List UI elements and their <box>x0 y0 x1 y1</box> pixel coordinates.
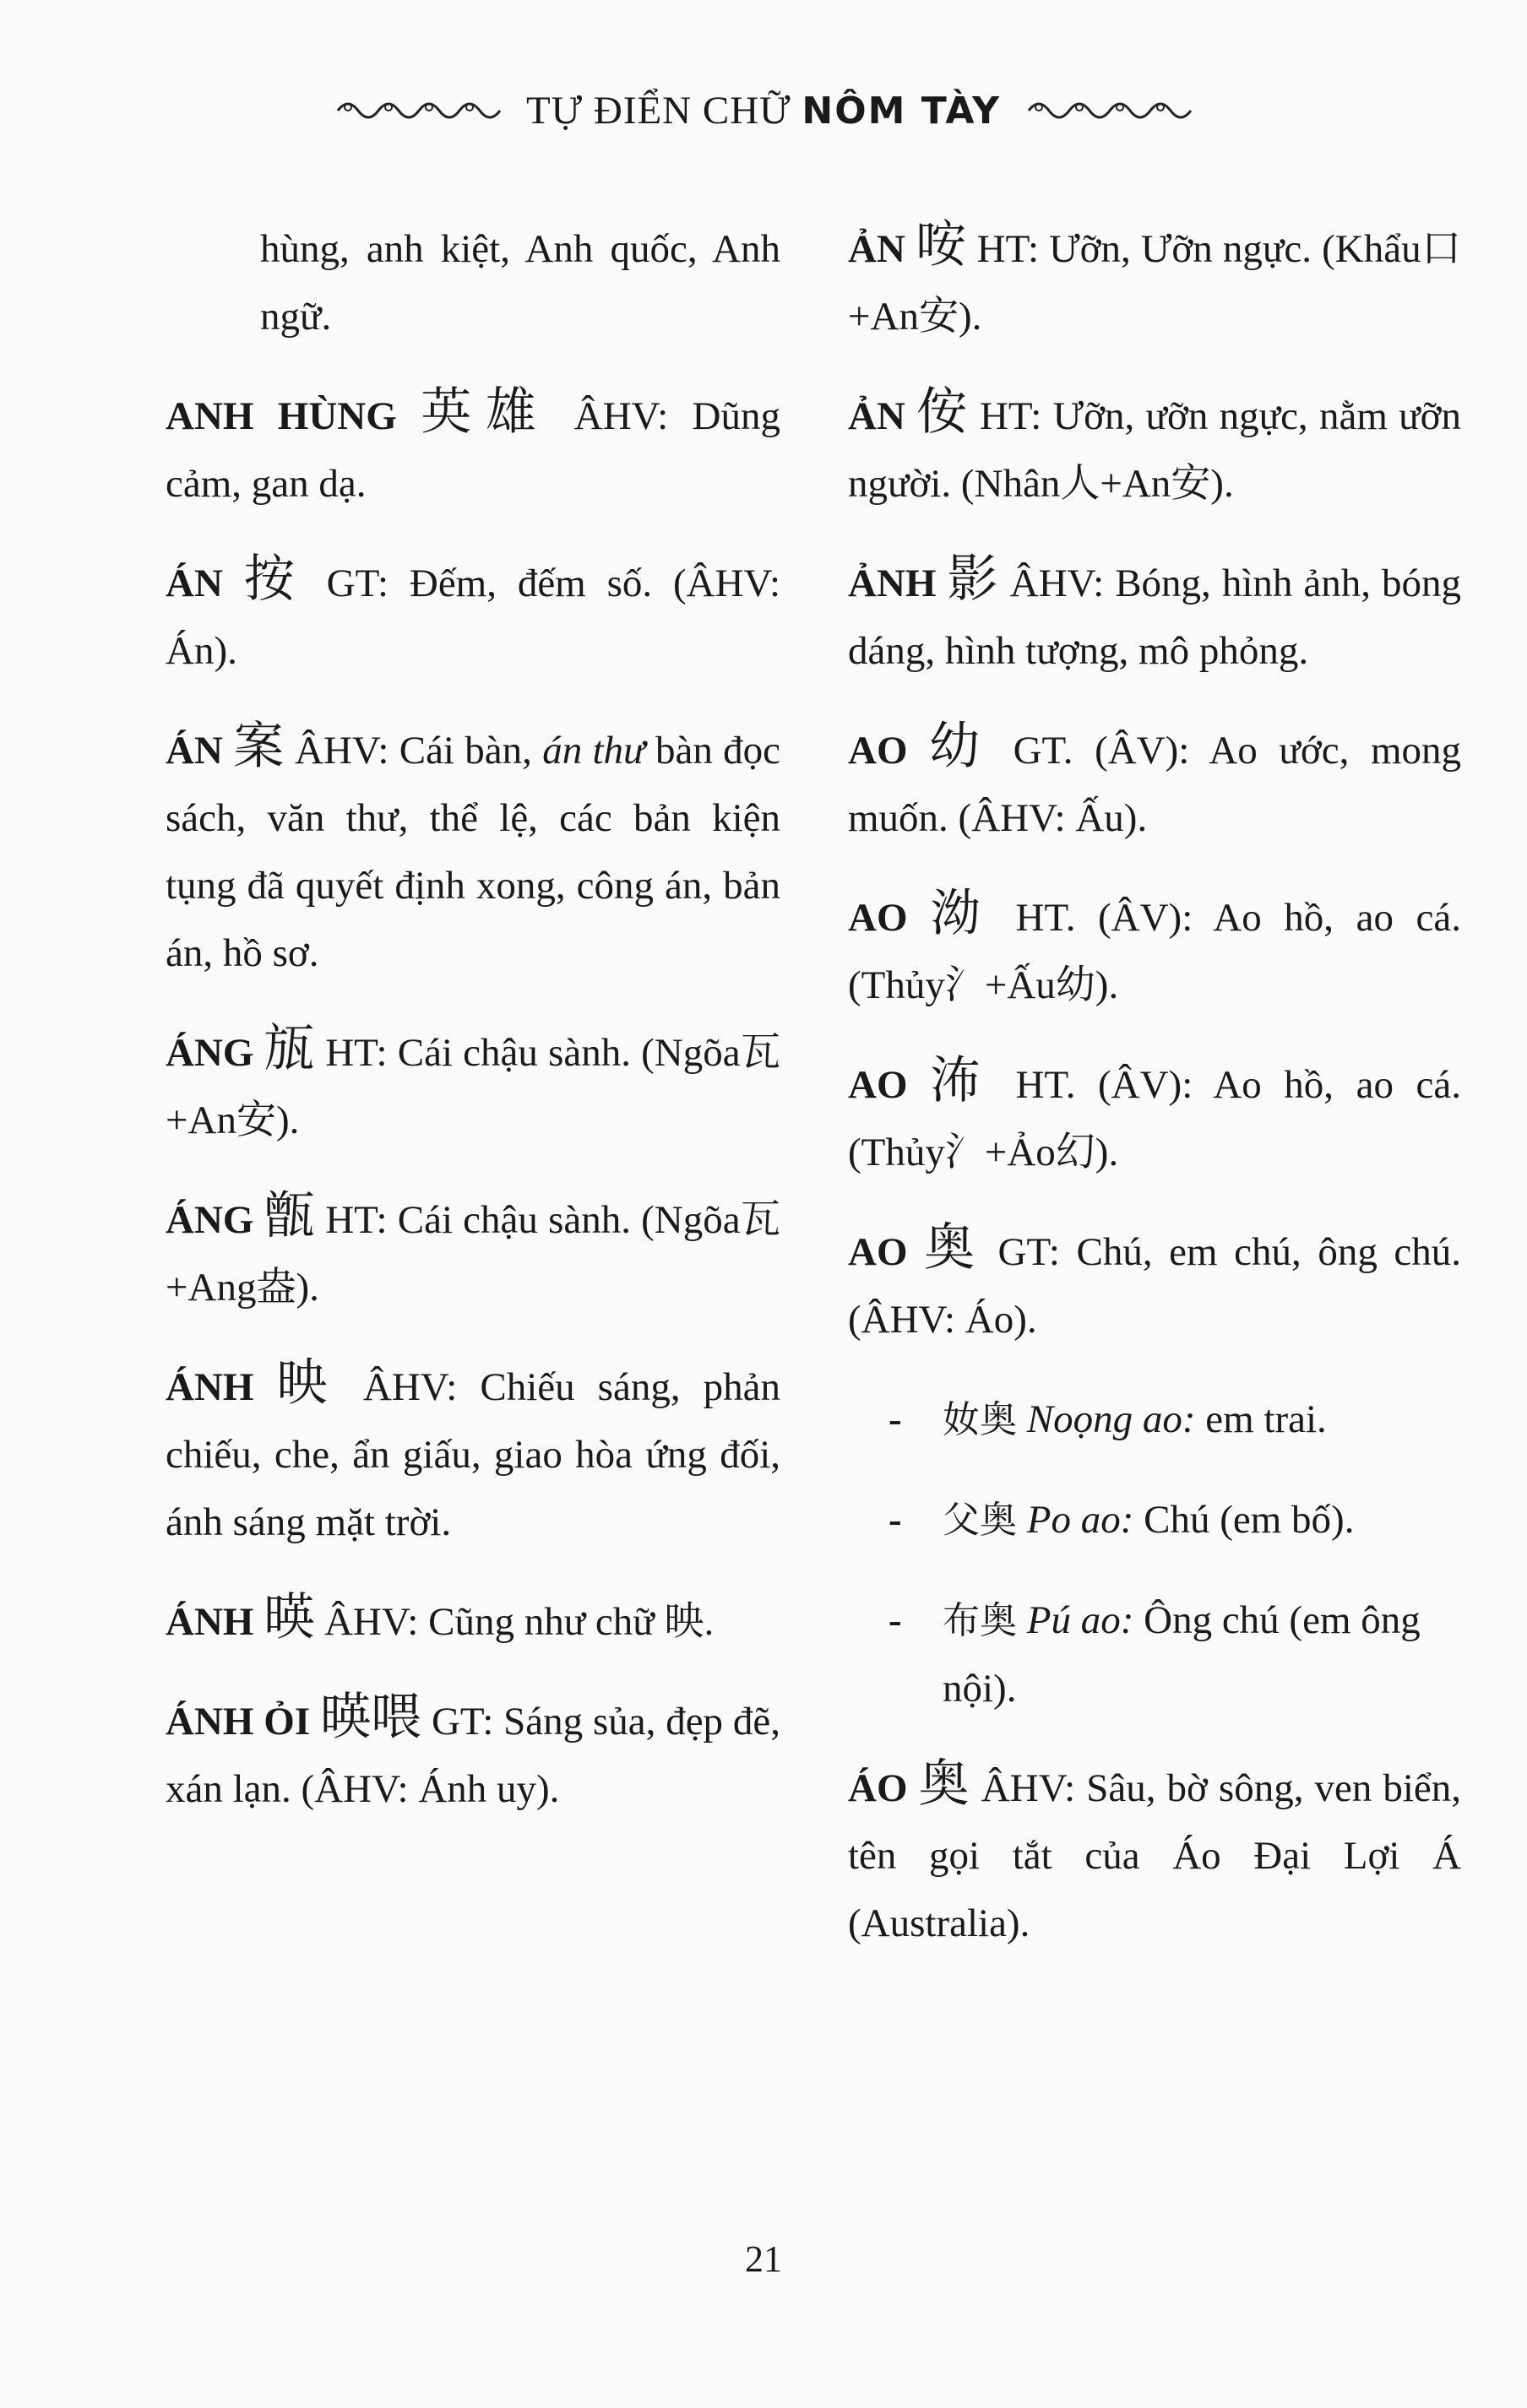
han-characters: 瓬 <box>264 1019 316 1078</box>
sub-definition <box>943 1386 1461 1454</box>
dictionary-entry <box>166 1186 780 1321</box>
headword: AO <box>848 896 908 940</box>
han-characters: 暎 <box>264 1588 315 1647</box>
han-characters: 奥 <box>924 1218 981 1277</box>
dictionary-entry <box>166 1019 780 1154</box>
han-characters: 映 <box>276 1353 340 1413</box>
headword: ÁNH <box>166 1600 254 1644</box>
definition: GT: Đếm, đếm số. (ÂHV: Án). <box>166 561 781 673</box>
page-number: 21 <box>745 2238 782 2280</box>
tay-reading: Noọng ao: <box>1026 1397 1196 1441</box>
han-characters: 按 <box>243 550 306 609</box>
definition: GT. (ÂV): Ao ước, mong muốn. (ÂHV: Ấu). <box>848 729 1462 840</box>
definition: HT. (ÂV): Ao hồ, ao cá. (Thủy氵+Ấu幼). <box>848 896 1462 1007</box>
definition: ÂHV: Cũng như chữ 映. <box>323 1600 715 1644</box>
headword: ÁNG <box>166 1198 254 1242</box>
dictionary-entry <box>848 215 1461 350</box>
headword: ẢN <box>848 394 905 438</box>
han-characters: 影 <box>947 550 999 609</box>
right-column <box>848 215 1461 1989</box>
definition: HT. (ÂV): Ao hồ, ao cá. (Thủy氵+Ảo幻). <box>848 1063 1462 1174</box>
headword: ÁN <box>166 729 223 773</box>
definition-continued: bàn đọc sách, văn thư, thể lệ, các bản kiện tụng đã quyết định xong, công án, bản án, hồ sơ. <box>166 729 781 975</box>
han-characters: 暎喂 <box>319 1688 422 1747</box>
dictionary-entry <box>166 382 780 518</box>
sub-meaning: Chú (em bố). <box>1144 1498 1355 1542</box>
dictionary-entry <box>166 717 780 987</box>
dictionary-entry <box>848 382 1461 518</box>
dictionary-entry <box>166 1353 780 1556</box>
definition: HT: Cái chậu sành. (Ngõa瓦+An安). <box>166 1031 781 1142</box>
sub-meaning: Ông chú (em ông nội). <box>943 1598 1421 1711</box>
header-title-main: TỰ ĐIỂN CHỮ <box>525 89 791 133</box>
dictionary-entry <box>848 884 1461 1019</box>
dictionary-entry <box>848 1051 1461 1186</box>
dictionary-entry <box>166 550 780 685</box>
headword: ÁNG <box>166 1031 254 1075</box>
headword: AO <box>848 1063 908 1107</box>
han-characters: 甑 <box>264 1186 316 1245</box>
dictionary-entry <box>848 1754 1461 1957</box>
sub-entry <box>848 1486 1461 1554</box>
definition: ÂHV: Dũng cảm, gan dạ. <box>166 394 781 506</box>
running-header <box>0 81 1527 140</box>
definition: GT: Sáng sủa, đẹp đẽ, xán lạn. (ÂHV: Ánh uy). <box>166 1700 780 1811</box>
sub-dash: - <box>888 1498 902 1542</box>
dictionary-entry <box>848 550 1461 685</box>
definition: ÂHV: Chiếu sáng, phản chiếu, che, ẩn giấu, giao hòa ứng đối, ánh sáng mặt trời. <box>166 1365 780 1544</box>
left-ornament-icon <box>334 94 503 127</box>
headword: ẢNH <box>848 561 937 605</box>
headword: ÁNH ỎI <box>166 1700 311 1744</box>
definition: HT: Ưỡn, ưỡn ngực, nằm ưỡn người. (Nhân人+An安). <box>848 394 1461 506</box>
han-characters: 泑 <box>930 884 993 943</box>
dictionary-entry <box>848 717 1461 852</box>
dictionary-entry <box>166 1588 780 1656</box>
headword: ÁO <box>848 1766 908 1810</box>
tay-reading: Pú ao: <box>1026 1598 1134 1642</box>
dictionary-entry <box>848 1218 1461 1353</box>
definition: ÂHV: Bóng, hình ảnh, bóng dáng, hình tượng, mô phỏng. <box>848 561 1462 673</box>
left-column <box>166 215 780 1855</box>
definition: GT: Chú, em chú, ông chú. (ÂHV: Áo). <box>848 1230 1462 1342</box>
tay-reading: Po ao: <box>1026 1498 1134 1542</box>
headword: ÁNH <box>166 1365 254 1409</box>
header-title-script: NÔM TÀY <box>802 89 1002 133</box>
han-characters: 咹 <box>916 215 967 274</box>
han-characters: 英雄 <box>421 382 551 442</box>
han-characters: 幼 <box>929 717 992 776</box>
han-characters: 㳍 <box>930 1051 993 1110</box>
han-characters: 案 <box>233 717 285 776</box>
definition: ÂHV: Sâu, bờ sông, ven biển, tên gọi tắt của Áo Đại Lợi Á (Australia). <box>848 1766 1462 1945</box>
sub-entry <box>848 1386 1461 1454</box>
continued-entry: hùng, anh kiệt, Anh quốc, Anh ngữ. <box>260 227 780 339</box>
definition-italic: án thư <box>542 729 645 773</box>
definition: ÂHV: Cái bàn, <box>295 729 532 773</box>
sub-dash: - <box>888 1397 902 1441</box>
sub-definition <box>943 1486 1461 1554</box>
dictionary-entry <box>166 1688 780 1823</box>
headword: ÁN <box>166 561 223 605</box>
headword: ANH HÙNG <box>166 394 397 438</box>
headword: AO <box>848 729 908 773</box>
header-title <box>526 88 1001 133</box>
sub-entry <box>848 1586 1461 1722</box>
han-characters: 父奥 <box>943 1499 1017 1542</box>
sub-definition <box>943 1586 1461 1722</box>
sub-meaning: em trai. <box>1205 1397 1327 1441</box>
right-ornament-icon <box>1024 94 1193 127</box>
definition: HT: Cái chậu sành. (Ngõa瓦+Ang盎). <box>166 1198 781 1310</box>
definition: HT: Ưỡn, Ưỡn ngực. (Khẩu口+An安). <box>848 227 1462 339</box>
han-characters: 布奥 <box>943 1599 1017 1642</box>
han-characters: 奥 <box>918 1754 970 1814</box>
headword: ẢN <box>848 227 905 271</box>
han-characters: 侒 <box>916 382 969 442</box>
sub-dash: - <box>888 1598 902 1642</box>
headword: AO <box>848 1230 908 1274</box>
han-characters: 奻奥 <box>943 1398 1017 1441</box>
